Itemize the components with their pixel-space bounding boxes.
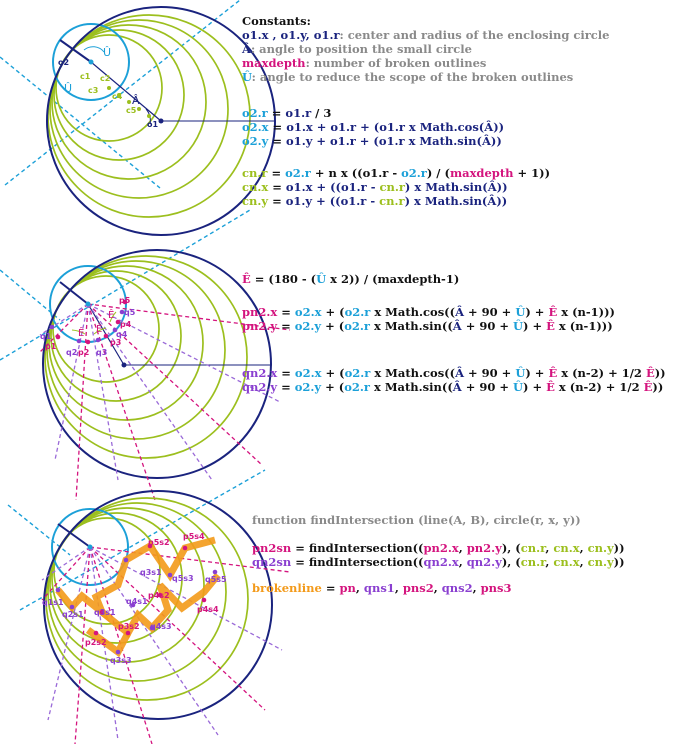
find-intersection-block: function findIntersection (line(A, B), circle(r, x, y)) pn2sn = findIntersection((pn2.x, pn2.y), (cn.r, cn.x, cn.y)) qn2sn = findIntersection((qn2.x, qn2.y), (cn.r, cn.x, cn.y)) brokenline = pn, qns1, pns2, qns2, pns3 bbox=[252, 513, 625, 595]
label-q4s1: q4s1 bbox=[126, 597, 148, 606]
constants-block bbox=[242, 14, 609, 84]
label-q3s1: q3s1 bbox=[140, 568, 162, 577]
label-p1: p1 bbox=[45, 342, 57, 351]
label-c2: c2 bbox=[100, 74, 111, 83]
constants-line-2: Â: angle to position the small circle bbox=[242, 42, 472, 56]
label-p4s4: p4s4 bbox=[197, 605, 219, 614]
label-q5s5: q5s5 bbox=[205, 575, 227, 584]
label-p5s2: p5s2 bbox=[148, 538, 170, 547]
label-angle-E: Ê bbox=[108, 310, 115, 321]
equations-cn: cn.r = o2.r + n x ((o1.r - o2.r) / (maxdepth + 1)) cn.x = o1.x + ((o1.r - cn.r) x Math.sin(Â)) cn.y = o1.y + ((o1.r - cn.r) x Math.sin(Â)) bbox=[242, 166, 551, 208]
label-q1: q1 bbox=[40, 332, 52, 341]
function-signature: function findIntersection (line(A, B), circle(r, x, y)) bbox=[252, 513, 581, 527]
center-dot-o2 bbox=[88, 545, 93, 550]
label-p4: p4 bbox=[120, 320, 132, 329]
equation-E: Ê = (180 - (Û x 2)) / (maxdepth-1) bbox=[242, 272, 460, 286]
label-q3s1: q3s1 bbox=[94, 608, 116, 617]
label-c4: c4 bbox=[112, 92, 123, 101]
label-c5: c5 bbox=[126, 106, 137, 115]
label-p2: p2 bbox=[78, 348, 90, 357]
label-p3s2: p3s2 bbox=[118, 622, 140, 631]
label-q2: q2 bbox=[66, 348, 78, 357]
label-q3: q3 bbox=[96, 348, 108, 357]
label-q4s3: q4s3 bbox=[150, 622, 172, 631]
label-angle-U: Û bbox=[103, 46, 112, 59]
equations-pn2: pn2.x = o2.x + (o2.r x Math.cos((Â + 90 + Û) + Ê x (n-1))) pn2.y = o2.y + (o2.r x Math.sin((Â + 90 + Û) + Ê x (n-1))) bbox=[242, 305, 615, 333]
label-angle-E: Ê bbox=[78, 328, 85, 339]
label-c3: c3 bbox=[88, 86, 99, 95]
constants-heading: Constants: bbox=[242, 14, 311, 28]
label-q4: q4 bbox=[116, 330, 128, 339]
label-angle-E: Ê bbox=[96, 324, 103, 335]
label-q3s3: q3s3 bbox=[110, 656, 132, 665]
label-angle-U: Û bbox=[64, 82, 73, 95]
label-q1s1: q1s1 bbox=[42, 598, 64, 607]
label-q5s3: q5s3 bbox=[172, 574, 194, 583]
constants-line-4: Û: angle to reduce the scope of the broken outlines bbox=[242, 70, 574, 84]
center-dot-o1 bbox=[159, 119, 164, 124]
constants-line-3: maxdepth: number of broken outlines bbox=[242, 56, 487, 70]
label-p4s2: p4s2 bbox=[148, 591, 170, 600]
figure-1 bbox=[0, 0, 275, 235]
center-dot-c1 bbox=[107, 86, 111, 90]
label-p2s2: p2s2 bbox=[85, 638, 107, 647]
center-dot-o2 bbox=[86, 302, 91, 307]
label-p3: p3 bbox=[110, 338, 122, 347]
constants-line-1: o1.x , o1.y, o1.r: center and radius of the enclosing circle bbox=[242, 28, 610, 42]
label-angle-A: Â bbox=[132, 94, 140, 107]
label-p5: p5 bbox=[119, 296, 131, 305]
center-dot-o2 bbox=[89, 60, 94, 65]
figure-2 bbox=[0, 210, 290, 500]
equations-o2: o2.r = o1.r / 3 o2.x = o1.x + o1.r + (o1.r x Math.cos(Â)) o2.y = o1.y + o1.r + (o1.r x Math.sin(Â)) bbox=[242, 106, 505, 148]
label-q2s1: q2s1 bbox=[62, 610, 84, 619]
equations-qn2: qn2.x = o2.x + (o2.r x Math.cos((Â + 90 + Û) + Ê x (n-2) + 1/2 Ê)) qn2.y = o2.y + (o2.r x Math.sin((Â + 90 + Û) + Ê x (n-2) + 1/2 Ê)) bbox=[242, 366, 666, 394]
label-o2: o2 bbox=[58, 58, 70, 67]
angle-U-arc bbox=[84, 47, 104, 52]
label-c1: c1 bbox=[80, 72, 91, 81]
label-q5: q5 bbox=[124, 308, 136, 317]
center-dot-o1 bbox=[122, 363, 127, 368]
label-p5s4: p5s4 bbox=[183, 532, 205, 541]
label-o1: o1 bbox=[147, 120, 159, 129]
